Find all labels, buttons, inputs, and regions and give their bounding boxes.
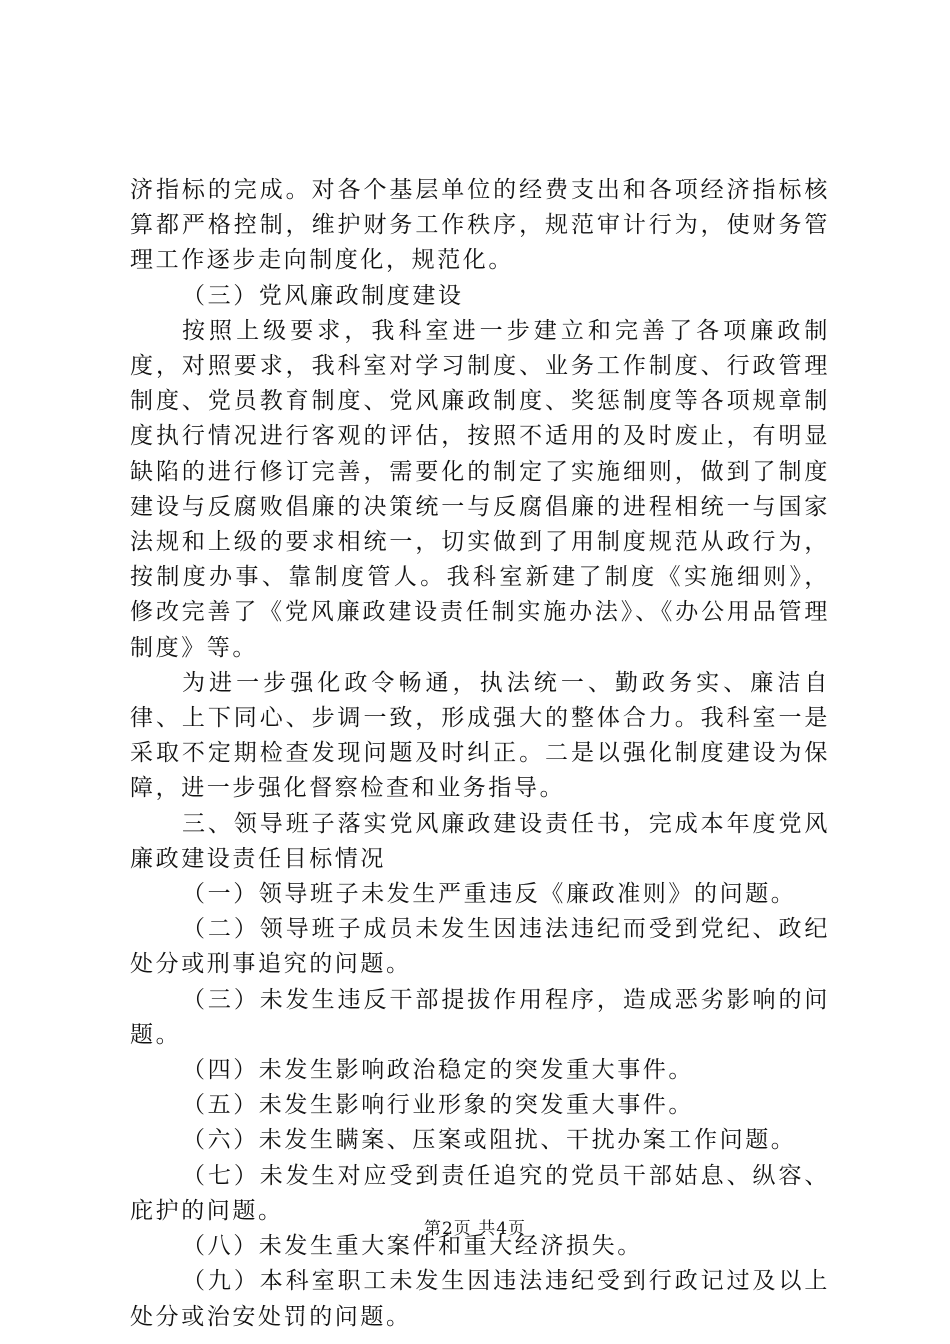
list-item: （六）未发生瞒案、压案或阻扰、干扰办案工作问题。 [182,1127,797,1154]
list-item: （八）未发生重大案件和重大经济损失。 [182,1233,643,1260]
list-item: （七）未发生对应受到责任追究的党员干部姑息、纵容、庇护的问题。 [130,1162,830,1224]
list-item: （九）本科室职工未发生因违法违纪受到行政记过及以上处分或治安处罚的问题。 [130,1268,830,1330]
paragraph: 按照上级要求，我科室进一步建立和完善了各项廉政制度，对照要求，我科室对学习制度、业务工作制度、行政管理制度、党员教育制度、党风廉政制度、奖惩制度等各项规章制度执行情况进行客观的评估，按照不适用的及时废止，有明显缺陷的进行修订完善，需要化的制定了实施细则，做到了制度建设与反腐败倡廉的决策统一与反腐倡廉的进程相统一与国家法规和上级的要求相统一，切实做到了用制度规范从政行为，按制度办事、靠制度管人。我科室新建了制度《实施细则》，修改完善了《党风廉政建设责任制实施办法》、《办公用品管理制度》等。 [130,317,830,661]
list-item: （四）未发生影响政治稳定的突发重大事件。 [182,1057,694,1084]
list-item: （一）领导班子未发生严重违反《廉政准则》的问题。 [182,881,797,908]
list-item: （二）领导班子成员未发生因违法违纪而受到党纪、政纪处分或刑事追究的问题。 [130,916,830,978]
document-body [130,173,830,1335]
section-heading: 三、领导班子落实党风廉政建设责任书，完成本年度党风廉政建设责任目标情况 [130,810,830,872]
paragraph: 济指标的完成。对各个基层单位的经费支出和各项经济指标核算都严格控制，维护财务工作秩序，规范审计行为，使财务管理工作逐步走向制度化，规范化。 [130,177,830,274]
list-item: （三）未发生违反干部提拔作用程序，造成恶劣影响的问题。 [130,986,830,1048]
page-number-footer: 第2页 共4页 [423,1219,527,1239]
paragraph: 为进一步强化政令畅通，执法统一、勤政务实、廉洁自律、上下同心、步调一致，形成强大的整体合力。我科室一是采取不定期检查发现问题及时纠正。二是以强化制度建设为保障，进一步强化督察检查和业务指导。 [130,669,830,802]
list-item: （五）未发生影响行业形象的突发重大事件。 [182,1092,694,1119]
section-heading: （三）党风廉政制度建设 [182,282,464,309]
